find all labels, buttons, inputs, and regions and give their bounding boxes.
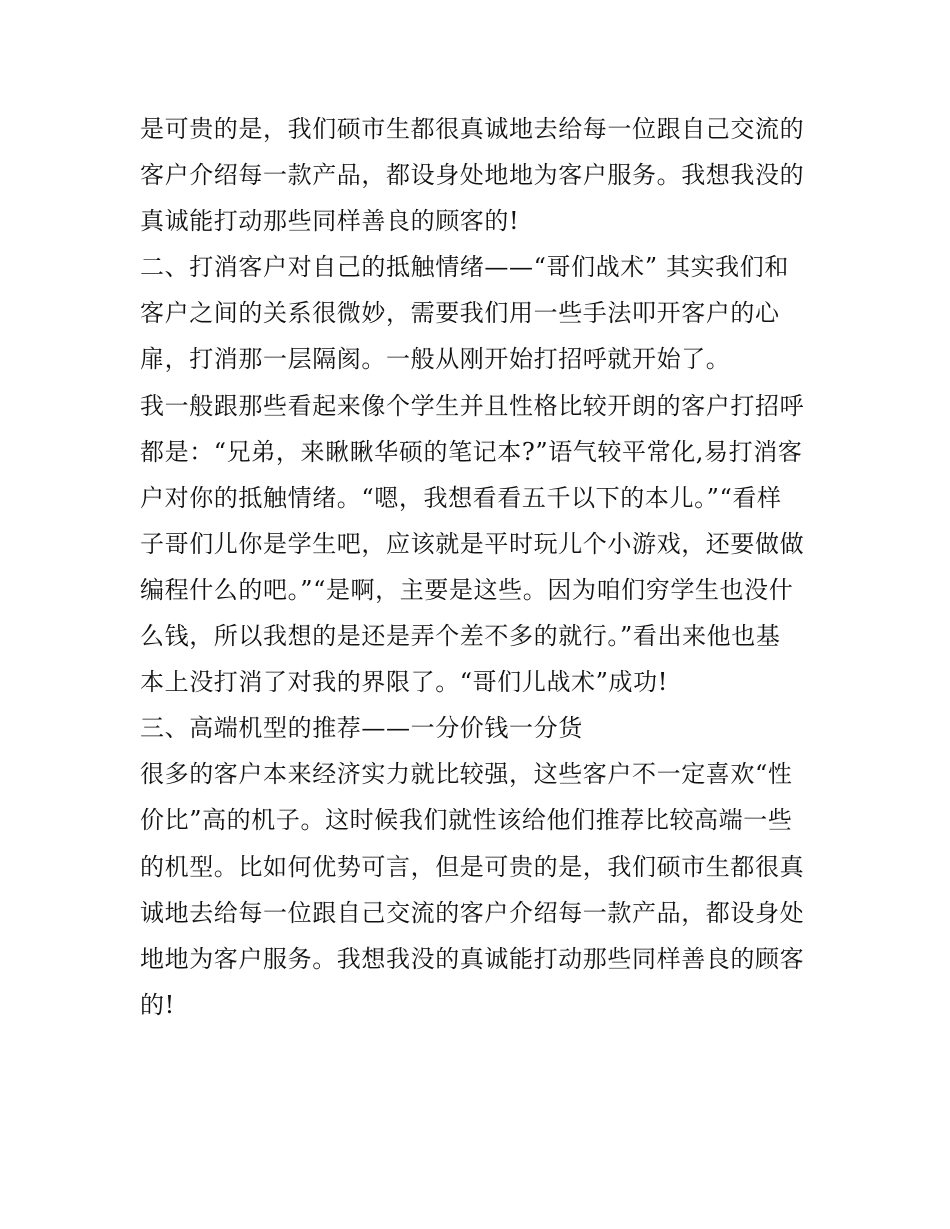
- text-line: 地地为客户服务。我想我没的真诚能打动那些同样善良的顾客: [140, 944, 805, 973]
- section-heading-3: 三、高端机型的推荐——一分价钱一分货: [140, 714, 583, 743]
- text-line: 户对你的抵触情绪。“嗯，我想看看五千以下的本儿。”“看样: [140, 483, 782, 512]
- text-line: 么钱，所以我想的是还是弄个差不多的就行。”看出来他也基: [140, 622, 781, 651]
- text-line: 客户之间的关系很微妙，需要我们用一些手法叩开客户的心: [140, 299, 780, 328]
- text-line: 编程什么的吧。”“是啊，主要是这些。因为咱们穷学生也没什: [140, 575, 794, 604]
- document-body: [140, 106, 820, 1028]
- text-line: 扉，打消那一层隔阂。一般从刚开始打招呼就开始了。: [140, 345, 731, 374]
- text-line: 诚地去给每一位跟自己交流的客户介绍每一款产品，都设身处: [140, 898, 805, 927]
- text-line: 很多的客户本来经济实力就比较强，这些客户不一定喜欢“性: [140, 760, 793, 789]
- text-line: 子哥们儿你是学生吧，应该就是平时玩儿个小游戏，还要做做: [140, 529, 805, 558]
- text-line: 价比”高的机子。这时候我们就性该给他们推荐比较高端一些: [140, 806, 793, 835]
- text-line: 都是：“兄弟，来瞅瞅华硕的笔记本?”语气较平常化,易打消客: [140, 437, 803, 466]
- text-line: 真诚能打动那些同样善良的顾客的!: [140, 207, 520, 236]
- text-line: 的!: [140, 990, 175, 1019]
- text-line: 是可贵的是，我们硕市生都很真诚地去给每一位跟自己交流的: [140, 115, 805, 143]
- text-line: 我一般跟那些看起来像个学生并且性格比较开朗的客户打招呼: [140, 391, 805, 420]
- section-heading-2: 二、打消客户对自己的抵触情绪——“哥们战术” 其实我们和: [140, 253, 789, 282]
- text-line: 客户介绍每一款产品，都设身处地地为客户服务。我想我没的: [140, 161, 805, 190]
- text-line: 的机型。比如何优势可言，但是可贵的是，我们硕市生都很真: [140, 852, 805, 881]
- text-line: 本上没打消了对我的界限了。“哥们儿战术”成功!: [140, 668, 668, 697]
